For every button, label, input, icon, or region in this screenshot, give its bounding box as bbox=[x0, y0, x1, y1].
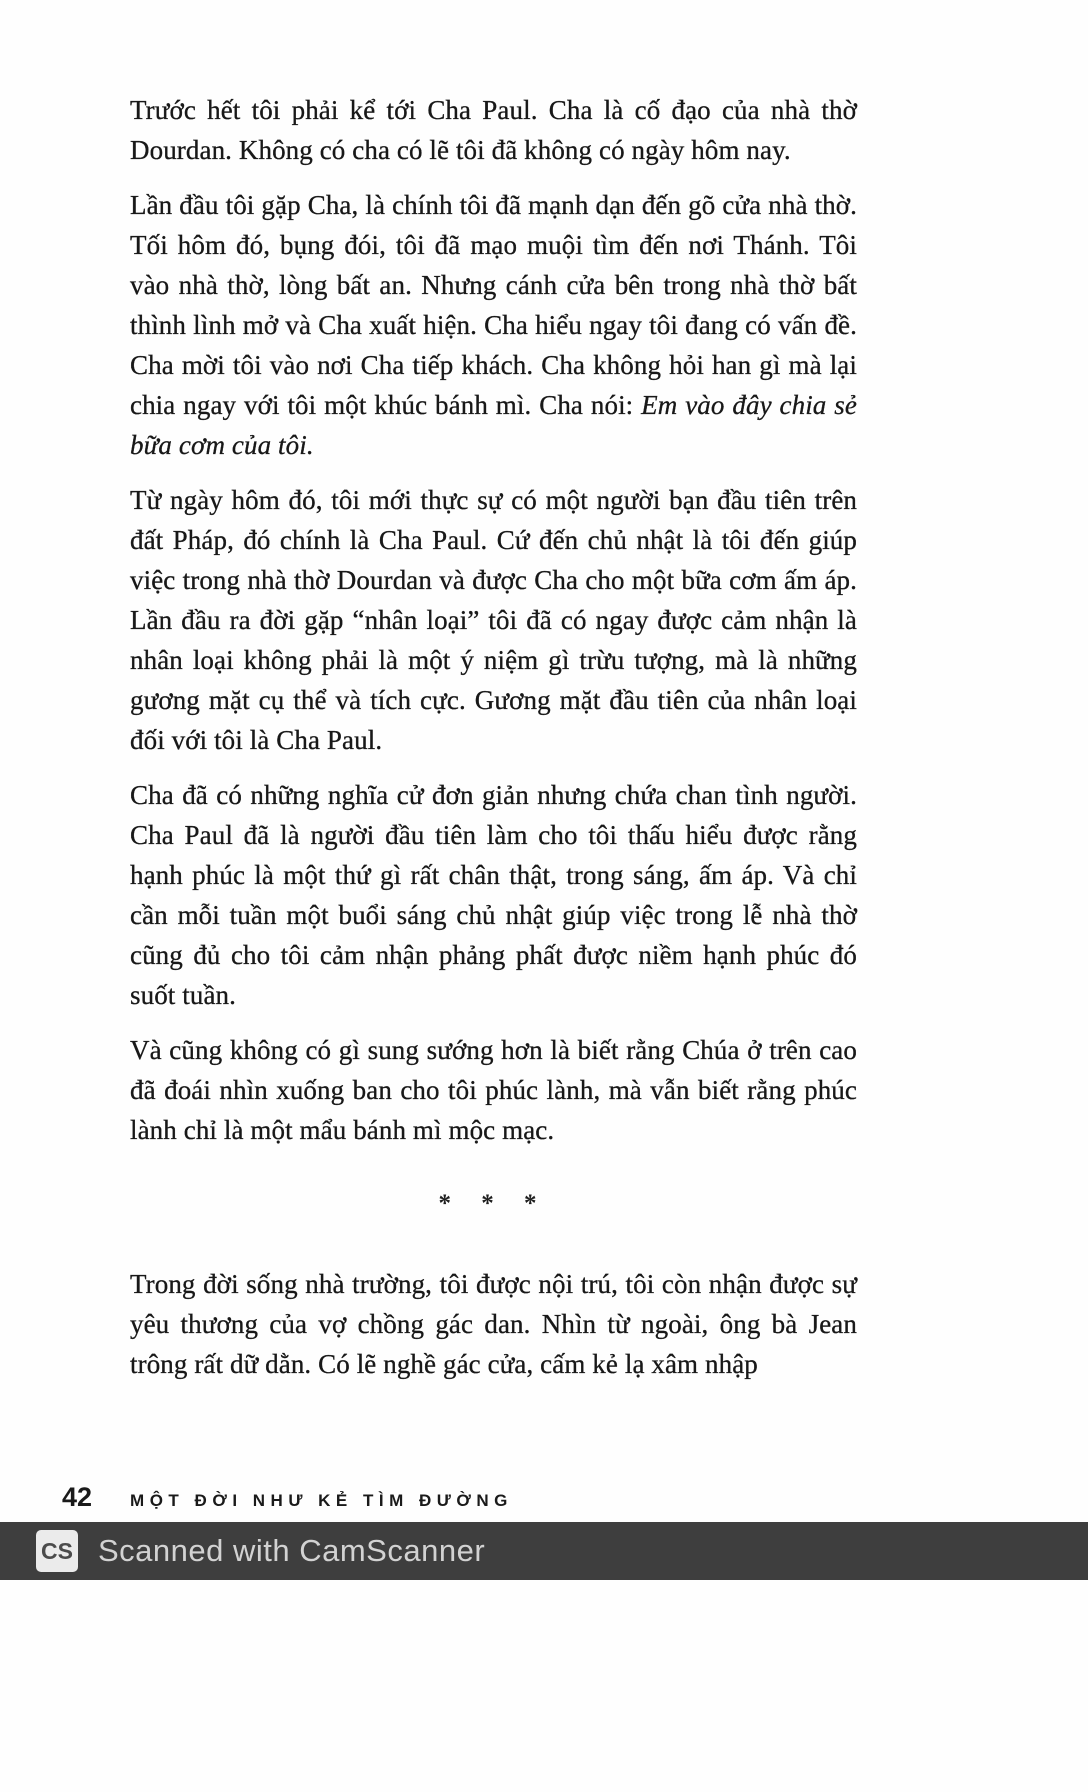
page-number: 42 bbox=[62, 1482, 93, 1512]
body-text: Từ ngày hôm đó, tôi mới thực sự có một người bạn đầu tiên trên đất Pháp, đó chính là Cha Paul. Cứ đến chủ nhật là tôi đến giúp việc trong nhà thờ Dourdan và được Cha cho một bữa cơm ấm áp. Lần đầu ra đời gặp “nhân loại” tôi đã có ngay được cảm nhận là nhân loại không phải là một ý niệm gì trừu tượng, mà là những gương mặt cụ thể và tích cực. Gương mặt đầu tiên của nhân loại đối với tôi là Cha Paul. bbox=[130, 485, 857, 755]
body-text: Trong đời sống nhà trường, tôi được nội trú, tôi còn nhận được sự yêu thương của vợ chồng gác dan. Nhìn từ ngoài, ông bà Jean trông rất dữ dằn. Có lẽ nghề gác cửa, cấm kẻ lạ xâm nhập bbox=[130, 1269, 857, 1379]
body-text: Cha đã có những nghĩa cử đơn giản nhưng chứa chan tình người. Cha Paul đã là người đầu tiên làm cho tôi thấu hiểu được rằng hạnh phúc là một thứ gì rất chân thật, trong sáng, ấm áp. Và chỉ cần mỗi tuần một buổi sáng chủ nhật giúp việc trong lễ nhà thờ cũng đủ cho tôi cảm nhận phảng phất được niềm hạnh phúc đó suốt tuần. bbox=[130, 780, 857, 1010]
paragraph bbox=[130, 185, 857, 465]
camscanner-logo-icon: CS bbox=[36, 1530, 78, 1572]
body-text: Lần đầu tôi gặp Cha, là chính tôi đã mạnh dạn đến gõ cửa nhà thờ. Tối hôm đó, bụng đói, tôi đã mạo muội tìm đến nơi Thánh. Tôi vào nhà thờ, lòng bất an. Nhưng cánh cửa bên trong nhà thờ bất thình lình mở và Cha xuất hiện. Cha hiểu ngay tôi đang có vấn đề. Cha mời tôi vào nơi Cha tiếp khách. Cha không hỏi han gì mà lại chia ngay với tôi một khúc bánh mì. Cha nói: bbox=[130, 190, 857, 420]
page-footer bbox=[62, 1482, 513, 1513]
paragraph bbox=[130, 775, 857, 1015]
paragraph bbox=[130, 480, 857, 760]
section-separator: * * * bbox=[438, 1190, 549, 1217]
italic-text: Em vào đây chia sẻ bữa cơm của tôi. bbox=[130, 390, 857, 460]
paragraph bbox=[130, 90, 857, 170]
paragraph bbox=[130, 1030, 857, 1150]
book-title: MỘT ĐỜI NHƯ KẺ TÌM ĐƯỜNG bbox=[130, 1491, 513, 1510]
camscanner-watermark-bar bbox=[0, 1522, 1088, 1580]
body-text: Trước hết tôi phải kể tới Cha Paul. Cha là cố đạo của nhà thờ Dourdan. Không có cha có lẽ tôi đã không có ngày hôm nay. bbox=[130, 95, 857, 165]
paragraph bbox=[130, 1264, 857, 1384]
body-text: Và cũng không có gì sung sướng hơn là biết rằng Chúa ở trên cao đã đoái nhìn xuống ban cho tôi phúc lành, mà vẫn biết rằng phúc lành chỉ là một mẩu bánh mì mộc mạc. bbox=[130, 1035, 857, 1145]
text-block bbox=[130, 90, 857, 1399]
camscanner-label: Scanned with CamScanner bbox=[98, 1533, 486, 1568]
